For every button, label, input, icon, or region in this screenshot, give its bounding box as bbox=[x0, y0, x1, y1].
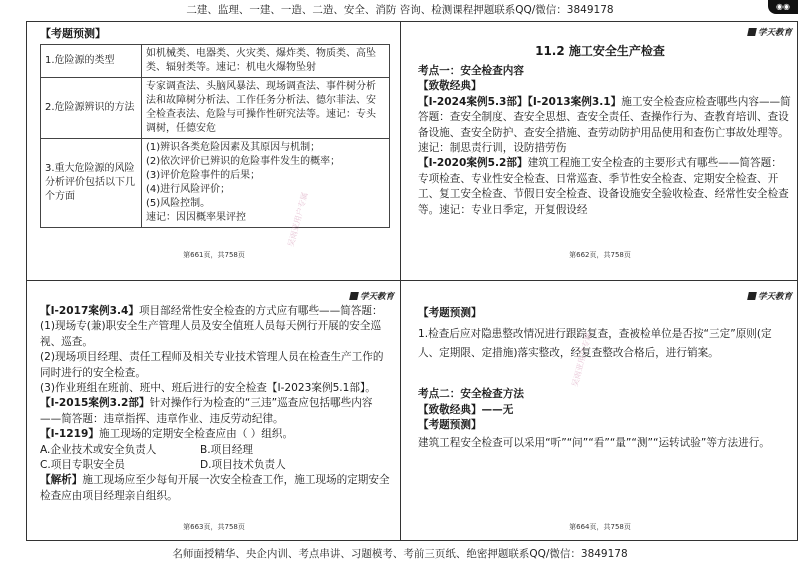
page-number: 第661页，共758页 bbox=[183, 251, 245, 259]
table-cell-value bbox=[142, 139, 390, 228]
question-text: 项目部经常性安全检查的方式应有哪些——简答题： bbox=[138, 305, 383, 317]
brand-logo: 学天教育 bbox=[748, 26, 792, 38]
list-item: (1)现场专(兼)职安全生产管理人员及安全值班人员每天例行开展的安全巡视、巡查。 bbox=[40, 320, 382, 348]
page-number: 第663页，共758页 bbox=[183, 523, 245, 531]
section-heading: 【考题预测】 bbox=[418, 419, 482, 432]
page-663 bbox=[30, 284, 398, 538]
corner-logo-icon: ◉◉ bbox=[768, 0, 798, 14]
vertical-divider bbox=[400, 21, 401, 541]
memo-text: 速记：制思责行训，设防措劳伤 bbox=[418, 142, 567, 155]
prediction-item: 建筑工程安全检查可以采用“听”“问”“看”“量”“测”“运转试验”等方法进行。 bbox=[418, 436, 770, 449]
list-item: 速记：因因概率果评控 bbox=[146, 212, 246, 223]
watermark: 吴雨亚用户专属 bbox=[570, 331, 594, 388]
watermark: 吴雨亚用户专属 bbox=[286, 191, 310, 248]
list-item: (3)作业班组在班前、班中、班后进行的安全检查【Ⅰ-2023案例5.1部】。 bbox=[40, 382, 376, 395]
list-item: (2)依次评价已辨识的危险事件发生的概率； bbox=[146, 156, 341, 167]
table-cell-key: 1.危险源的类型 bbox=[41, 45, 142, 78]
prediction-item: 1.检查后应对隐患整改情况进行跟踪复查，查被检单位是否按“三定”原则(定人、定期限、定措施)落实整改，经复查整改合格后，进行销案。 bbox=[418, 328, 772, 360]
list-item: (1)辨识各类危险因素及其原因与机制； bbox=[146, 142, 321, 153]
analysis-tag: 【解析】 bbox=[40, 474, 83, 487]
exam-tag: 【Ⅰ-2017案例3.4】 bbox=[40, 305, 139, 317]
table-cell-key: 3.重大危险源的风险分析评价包括以下几个方面 bbox=[41, 139, 142, 228]
section-heading: 【考题预测】 bbox=[40, 27, 106, 40]
page-number: 第664页，共758页 bbox=[569, 523, 631, 531]
option-c: C.项目专职安全员 bbox=[40, 459, 125, 472]
exam-tag: 【Ⅰ-1219】 bbox=[40, 428, 100, 441]
point-heading: 考点二：安全检查方法 bbox=[418, 388, 524, 401]
table-cell-key: 2.危险源辨识的方法 bbox=[41, 78, 142, 139]
page-number: 第662页，共758页 bbox=[569, 251, 631, 259]
option-d: D.项目技术负责人 bbox=[200, 459, 286, 472]
page-661 bbox=[30, 24, 398, 278]
exam-tag: 【Ⅰ-2024案例5.3部】【Ⅰ-2013案例3.1】 bbox=[418, 95, 622, 108]
page-664 bbox=[404, 284, 796, 538]
question-text: 针对操作行为检查的“三违”巡查应包括哪些内容——简答题：违章指挥、违章作业、违反劳动纪律。 bbox=[40, 397, 373, 425]
list-item: (2)现场项目经理、责任工程师及相关专业技术管理人员在检查生产工作的同时进行的安全检查。 bbox=[40, 351, 384, 379]
table-cell-value: 专家调查法、头脑风暴法、现场调查法、事件树分析法和故障树分析法、工作任务分析法、德尔菲法、安全检查表法、危险与可操作性研究法等。速记：专头调树，任德安危 bbox=[142, 78, 390, 139]
table-row bbox=[41, 78, 390, 139]
classic-heading: 【致敬经典】 bbox=[418, 80, 482, 93]
list-item: (3)评价危险事件的后果； bbox=[146, 170, 261, 181]
option-a: A.企业技术或安全负责人 bbox=[40, 443, 157, 456]
section-heading: 【考题预测】 bbox=[418, 307, 482, 319]
hazard-table bbox=[40, 44, 390, 228]
question-text: 施工安全检查应检查哪些内容——简答题：查安全制度、查安全思想、查安全责任、查操作行为、查教育培训、查设备设施、查安全防护、查安全措施、查劳动防护用品使用和查伤亡事故处理等。 bbox=[418, 95, 791, 139]
page-title: 11.2 施工安全生产检查 bbox=[535, 44, 665, 58]
table-row bbox=[41, 45, 390, 78]
table-row bbox=[41, 139, 390, 228]
brand-icon bbox=[349, 292, 359, 300]
classic-heading: 【致敬经典】——无 bbox=[418, 403, 514, 416]
bottom-banner: 名师面授精华、央企内训、考点串讲、习题模考、考前三页纸、绝密押题联系QQ/微信：3849178 bbox=[172, 548, 628, 560]
exam-tag: 【Ⅰ-2020案例5.2部】 bbox=[418, 157, 528, 170]
exam-tag: 【Ⅰ-2015案例3.2部】 bbox=[40, 397, 150, 410]
top-banner: 二建、监理、一建、一造、二造、安全、消防 咨询、检测课程押题联系QQ/微信：3849178 bbox=[186, 4, 614, 16]
question-text: 施工现场的定期安全检查应由（ ）组织。 bbox=[99, 428, 294, 441]
page-662 bbox=[404, 24, 796, 278]
analysis-text: 施工现场应至少每旬开展一次安全检查工作，施工现场的定期安全检查应由项目经理亲自组织。 bbox=[40, 474, 390, 502]
brand-icon bbox=[747, 292, 757, 300]
option-b: B.项目经理 bbox=[200, 443, 254, 456]
question-text: 建筑工程施工安全检查的主要形式有哪些——简答题：专项检查、专业性安全检查、日常巡查、季节性安全检查、定期安全检查、开工、复工安全检查、节假日安全检查、设备设施安全验收检查、经常性安全检查等。速记：专业日季定，开复假设经 bbox=[418, 157, 789, 216]
table-cell-value: 如机械类、电器类、火灾类、爆炸类、物质类、高坠类、辐射类等。速记：机电火爆物坠射 bbox=[142, 45, 390, 78]
horizontal-divider bbox=[26, 280, 798, 281]
brand-logo: 学天教育 bbox=[350, 290, 394, 302]
list-item: (5)风险控制。 bbox=[146, 198, 211, 209]
list-item: (4)进行风险评价； bbox=[146, 184, 231, 195]
brand-icon bbox=[747, 28, 757, 36]
point-heading: 考点一：安全检查内容 bbox=[418, 65, 524, 77]
brand-logo: 学天教育 bbox=[748, 290, 792, 302]
